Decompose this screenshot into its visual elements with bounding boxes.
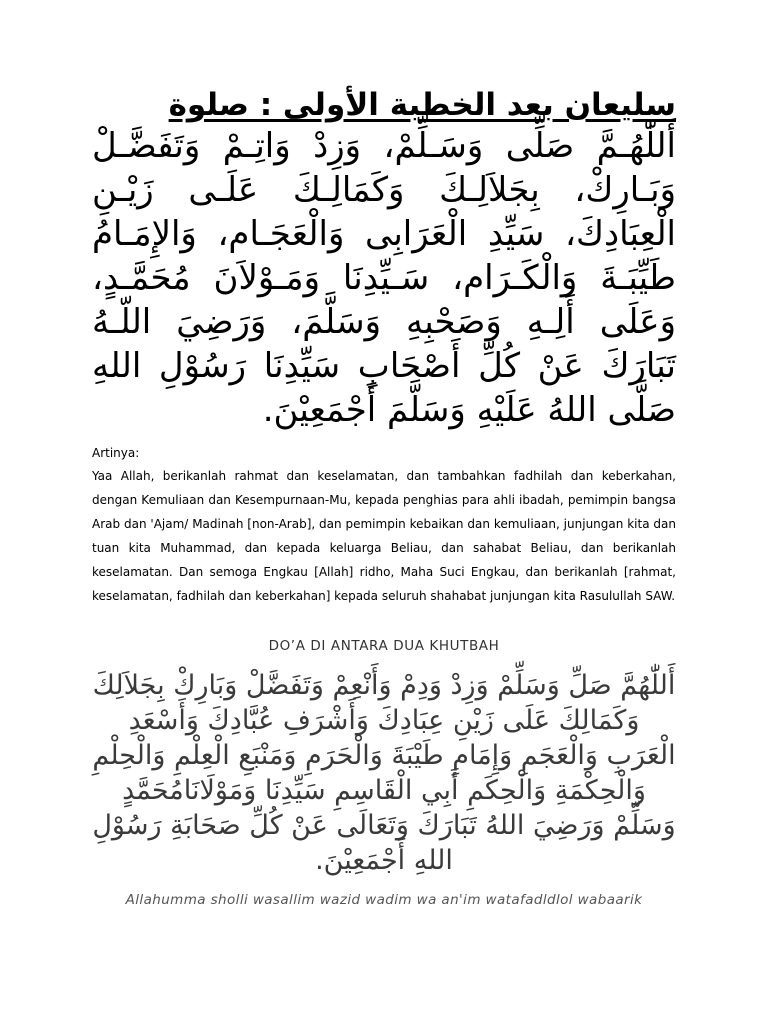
latin-transliteration: Allahumma sholli wasallim wazid wadim wa an'im watafadldlol wabaarik <box>125 892 643 908</box>
section-title: DO’A DI ANTARA DUA KHUTBAH <box>268 638 500 654</box>
arabic-sholawat-text: أَللّٰهُـمَّ صَلِّى وَسَـلِّمْ، وَزِدْ وَاتِـمْ وَتَفَضَّـلْ وَبَـارِكْ، بِجَلاَلِـكَ وَكَمَالِـكَ عَلَـى زَيْـنِ الْعِبَادِكَ، سَيِّدِ الْعَرَابِى وَالْعَجَـام، وَالإِمَـامُ طَيِّبَـةَ وَالْكَـرَام، سَـيِّدِنَا وَمَـوْلاَنَ مُحَمَّـدٍ، وَعَلَى أَلِـهِ وَصَحْبِهِ وَسَلَّمَ، وَرَضِيَ اللّـهُ تَبَارَكَ عَنْ كُلِّ أَصْحَابِ سَيِّدِنَا رَسُوْلِ اللهِ صَلَّى اللهُ عَلَيْهِ وَسَلَّمَ أَجْمَعِيْنَ. <box>92 126 676 430</box>
arabic-doa-text: أَللّٰهُمَّ صَلِّ وَسَلِّمْ وَزِدْ وَدِمْ وَأَنْعِمْ وَتَفَضَّلْ وَبَارِكْ بِجَلاَلِكَ وَكَمَالِكَ عَلَى زَيْنِ عِبَادِكَ وَأَشْرَفِ عُبَّادِكَ وَأَسْعَدِ الْعَرَبِ وَالْعَجَمِ وَإِمَامِ طَيْبَةَ وَالْحَرَمِ وَمَنْبَعِ الْعِلْمِ وَالْحِلْمِ وَالْحِكْمَةِ وَالْحِكَمِ أَبِي الْقَاسِمِ سَيِّدِنَا وَمَوْلَانَامُحَمَّدٍ وَسَلِّمْ وَرَضِيَ اللهُ تَبَارَكَ وَتَعَالَى عَنْ كُلِّ صَحَابَةِ رَسُوْلِ اللهِ أَجْمَعِيْنَ. <box>92 670 676 876</box>
translation-label: Artinya: <box>92 446 140 460</box>
translation-text: Yaa Allah, berikanlah rahmat dan keselamatan, dan tambahkan fadhilah dan keberkahan, dengan Kemuliaan dan Kesempurnaan-Mu, kepada penghias para ahli ibadah, pemimpin bangsa Arab dan 'Ajam/ Madinah [non-Arab], dan pemimpin kebaikan dan kemuliaan, junjungan kita dan tuan kita Muhammad, dan kepada keluarga Beliau, dan sahabat Beliau, dan berikanlah keselamatan. Dan semoga Engkau [Allah] ridho, Maha Suci Engkau, dan berikanlah [rahmat, keselamatan, fadhilah dan keberkahan] kepada seluruh shahabat junjungan kita Rasulullah SAW. <box>92 469 676 603</box>
document-page <box>92 86 676 908</box>
arabic-heading: سليعان بعد الخطبة الأولى : صلوة <box>168 87 676 123</box>
